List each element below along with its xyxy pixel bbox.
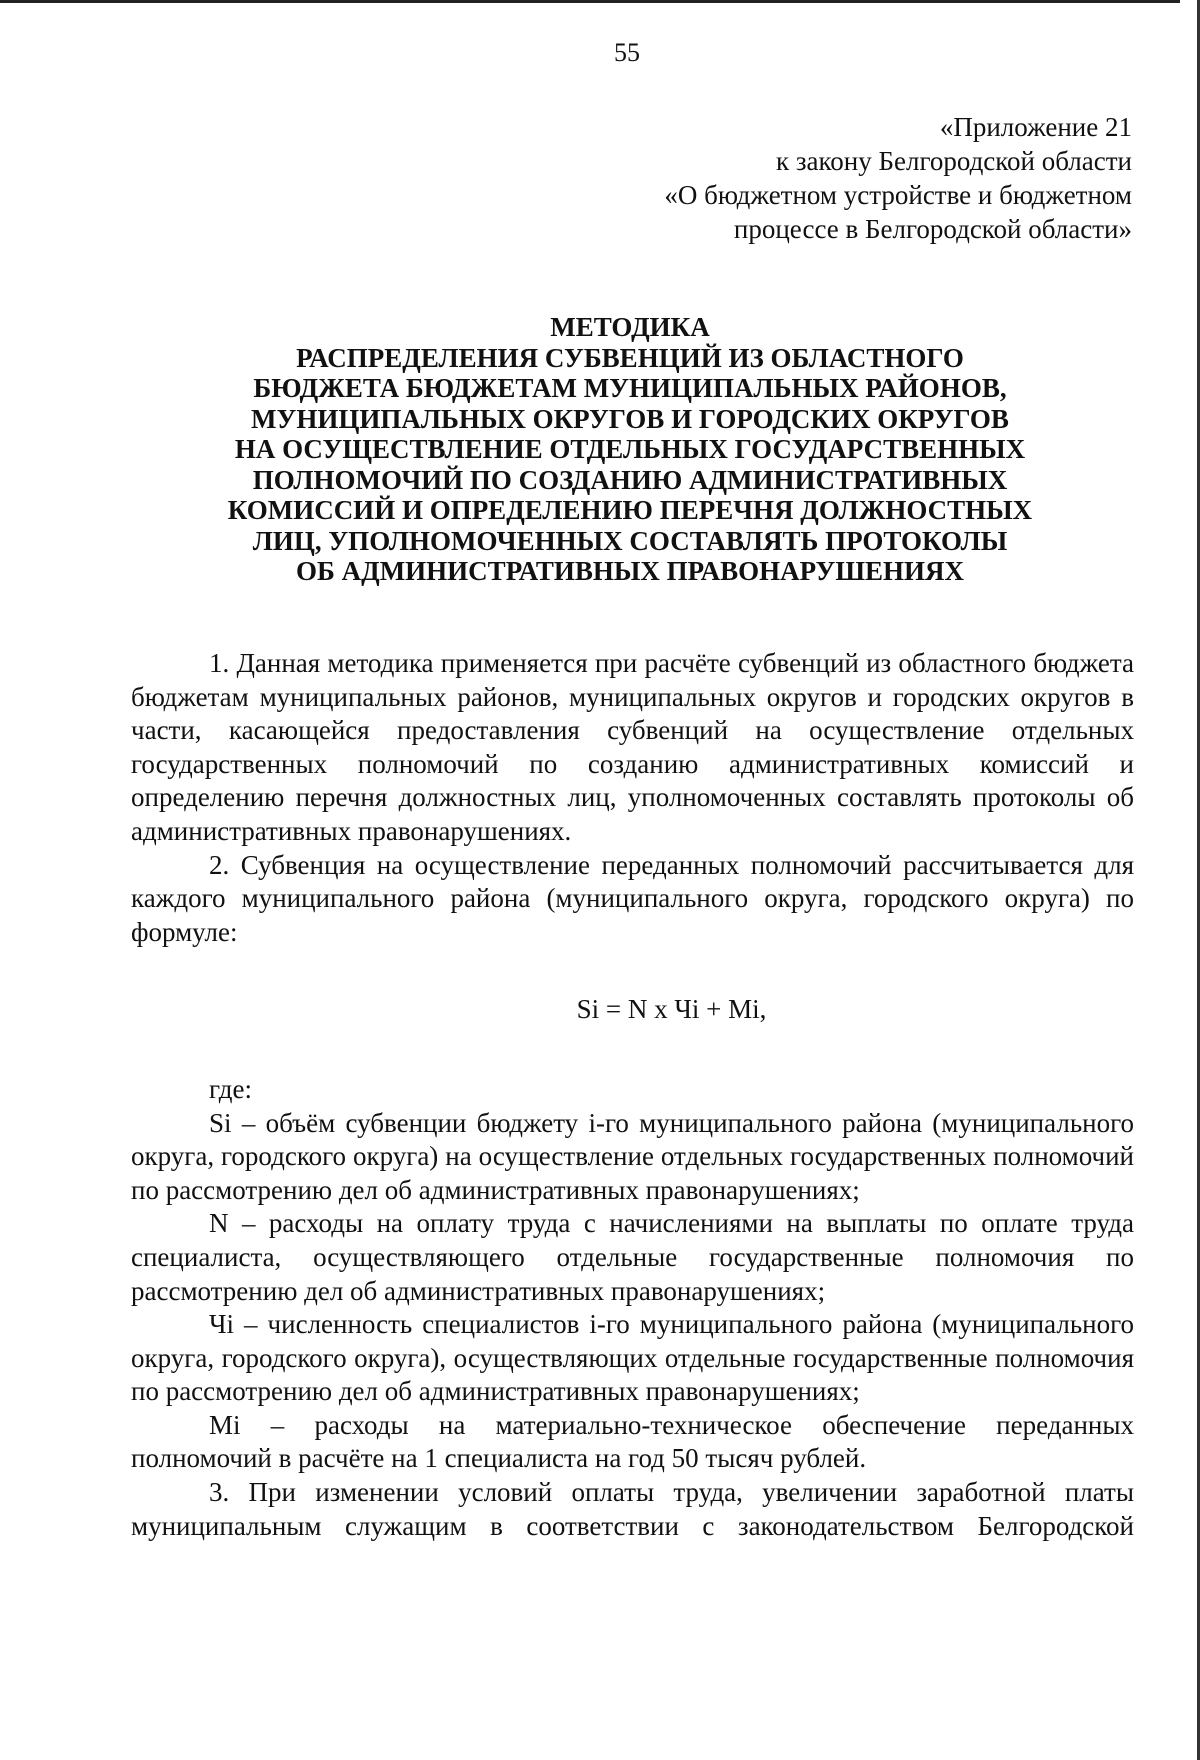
title-line-7: КОМИССИЙ И ОПРЕДЕЛЕНИЮ ПЕРЕЧНЯ ДОЛЖНОСТНЫХ [227, 495, 1033, 525]
appendix-line-4: процессе в Белгородской области» [733, 214, 1132, 244]
definition-mi: Mi – расходы на материально-техническое обеспечение переданных полномочий в расчёте на 1 специалиста на год 50 тысяч рублей. [131, 1409, 1134, 1474]
paragraph-3: 3. При изменении условий оплаты труда, увеличении заработной платы муниципальным служащим в соответствии с законодательством Белгородской [131, 1477, 1134, 1541]
appendix-line-1: «Приложение 21 [939, 112, 1132, 142]
title-line-8: ЛИЦ, УПОЛНОМОЧЕННЫХ СОСТАВЛЯТЬ ПРОТОКОЛЫ [252, 525, 1008, 556]
title-line-6: ПОЛНОМОЧИЙ ПО СОЗДАНИЮ АДМИНИСТРАТИВНЫХ [252, 464, 1008, 495]
document-title [130, 312, 1130, 587]
formula: Si = N x Чi + Mi, [576, 994, 767, 1025]
document-body [131, 647, 1134, 1543]
paragraph-1: 1. Данная методика применяется при расчёте субвенций из областного бюджета бюджетам муниципальных районов, муниципальных округов и городских округов в части, касающейся предоставления субвенций на осуществление отдельных государственных полномочий по созданию административных комиссий и определению перечня должностных лиц, уполномоченных составлять протоколы об административных правонарушениях. [131, 648, 1134, 846]
title-line-4: МУНИЦИПАЛЬНЫХ ОКРУГОВ И ГОРОДСКИХ ОКРУГОВ [251, 403, 1009, 434]
scan-border-top [0, 0, 1180, 3]
definition-si: Si – объём субвенции бюджету i-го муниципального района (муниципального округа, городского округа) на осуществление отдельных государственных полномочий по рассмотрению дел об административных правонарушениях; [131, 1107, 1134, 1205]
paragraph-2: 2. Субвенция на осуществление переданных полномочий рассчитывается для каждого муниципального района (муниципального округа, городского округа) по формуле: [131, 849, 1134, 947]
appendix-header [664, 110, 1132, 246]
title-line-1: МЕТОДИКА [550, 312, 710, 342]
title-line-2: РАСПРЕДЕЛЕНИЯ СУБВЕНЦИЙ ИЗ ОБЛАСТНОГО [296, 342, 964, 373]
definition-n: N – расходы на оплату труда с начислениями на выплаты по оплате труда специалиста, осуществляющего отдельные государственные полномочия по рассмотрению дел об административных правонарушениях; [131, 1208, 1134, 1306]
title-line-9: ОБ АДМИНИСТРАТИВНЫХ ПРАВОНАРУШЕНИЯХ [296, 556, 964, 586]
title-line-3: БЮДЖЕТА БЮДЖЕТАМ МУНИЦИПАЛЬНЫХ РАЙОНОВ, [253, 373, 1007, 403]
appendix-line-2: к закону Белгородской области [776, 146, 1132, 176]
title-line-5: НА ОСУЩЕСТВЛЕНИЕ ОТДЕЛЬНЫХ ГОСУДАРСТВЕННЫХ [234, 434, 1026, 464]
page-number: 55 [614, 38, 640, 67]
definition-chi: Чi – численность специалистов i-го муниципального района (муниципального округа, городского округа), осуществляющих отдельные государственные полномочия по рассмотрению дел об административных правонарушениях; [131, 1309, 1134, 1407]
where-label: где: [209, 1073, 252, 1104]
appendix-line-3: «О бюджетном устройстве и бюджетном [664, 180, 1132, 210]
